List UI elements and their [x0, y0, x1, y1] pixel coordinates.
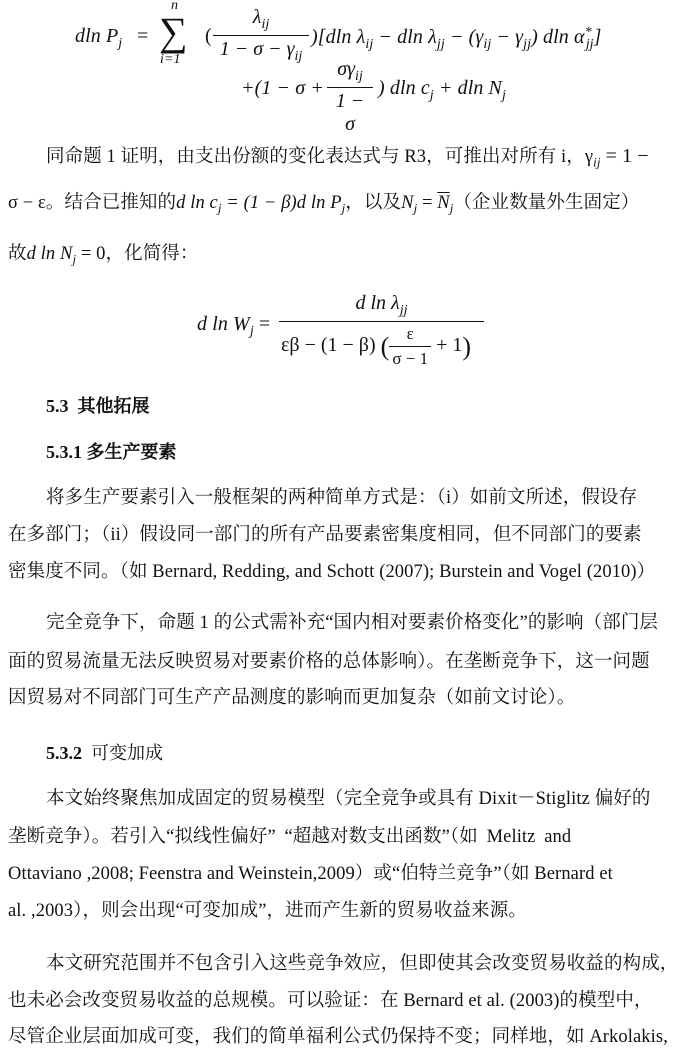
sum-upper-limit: n [171, 0, 179, 13]
para2-line2: 在多部门；（ii）假设同一部门的所有产品要素密集度相同，但不同部门的要素 [8, 525, 642, 545]
eq2-fraction: d $\ln \lambda_{jj}$ εβ − (1 − β) ( $\frac{\varepsilon}{\sigma - 1}$ + 1) [279, 292, 484, 369]
eq2-lhs: d $\ln W_j$ = [197, 313, 271, 339]
eq1-bracket-term: )[dln $\lambda_{ij} - dln$ $\lambda_{jj} - (\gamma_{ij} - \gamma_{jj})$ dln $\alpha^*_{jj}$] [311, 25, 602, 52]
para5-line3: 尽管企业层面加成可变，我们的简单福利公式仍保持不变；同样地，如 Arkolakis, [8, 1027, 668, 1047]
eq1-fraction-lambda: $\frac{\lambda_{ij}}{1 - \sigma - \gamma_{ij}}$ [213, 6, 309, 65]
para4-line3: Ottaviano ,2008; Feenstra and Weinstein,2009）或“伯特兰竞争”（如 Bernard et [8, 864, 613, 884]
para1-line1: 同命题 1 证明，由支出份额的变化表达式与 R3，可推出对所有 i，$\gamma_{ij} = 1$ − [46, 145, 649, 170]
para4-line1: 本文始终聚焦加成固定的贸易模型（完全竞争或具有 Dixit－Stiglitz 偏好的 [46, 789, 651, 809]
para4-line2: 垄断竞争）。若引入“拟线性偏好” “超越对数支出函数”（如 Melitz and [8, 827, 572, 847]
para1-line2: σ − ε。结合已推知的d $\ln c_j = (1 - \beta)d$ $\ln P_j$，以及$N_j = \overline{N}_j$（企业数量外生固定） [8, 193, 640, 216]
sum-lower-limit: i=1 [160, 52, 181, 67]
para3-line3: 因贸易对不同部门可生产产品测度的影响而更加复杂（如前文讨论）。 [8, 688, 576, 708]
section-heading-5-3: 5.3 其他拓展 [46, 396, 150, 416]
equation-welfare [197, 292, 517, 372]
eq1-open-paren: ( [205, 25, 212, 47]
para2-line3: 密集度不同。（如 Bernard, Redding, and Schott (2007); Burstein and Vogel (2010)） [8, 562, 656, 582]
section-heading-5-3-2: 5.3.2 可变加成 [46, 743, 163, 763]
para5-line1: 本文研究范围并不包含引入这些竞争效应，但即使其会改变贸易收益的构成， [46, 954, 679, 974]
eq1-equals: = [137, 25, 149, 47]
para4-line4: al. ,2003），则会出现“可变加成”，进而产生新的贸易收益来源。 [8, 901, 527, 921]
eq1-line2-prefix: +(1 − σ + [241, 77, 324, 99]
eq1-line2-suffix: ) dln $c_j + dln$ $N_j$ [378, 77, 506, 103]
para2-line1: 将多生产要素引入一般框架的两种简单方式是：（i）如前文所述，假设存 [46, 488, 638, 508]
para1-line3: 故d $\ln N_j = 0$，化简得： [8, 244, 199, 267]
equation-price-index [75, 0, 675, 135]
para5-line2: 也未必会改变贸易收益的总规模。可以验证：在 Bernard et al. (2003)的模型中， [8, 991, 653, 1011]
section-heading-5-3-1: 5.3.1 多生产要素 [46, 442, 177, 462]
eq1-lhs: dln $P_j$ [75, 25, 123, 51]
para3-line2: 面的贸易流量无法反映贸易对要素价格的总体影响）。在垄断竞争下，这一问题 [8, 652, 650, 672]
para3-line1: 完全竞争下，命题 1 的公式需补充“国内相对要素价格变化”的影响（部门层 [46, 613, 659, 633]
eq1-fraction-sigma: $\frac{\sigma\gamma_{ij}}{1 - \sigma}$ [327, 58, 373, 136]
summation-symbol: ∑ [159, 9, 188, 54]
